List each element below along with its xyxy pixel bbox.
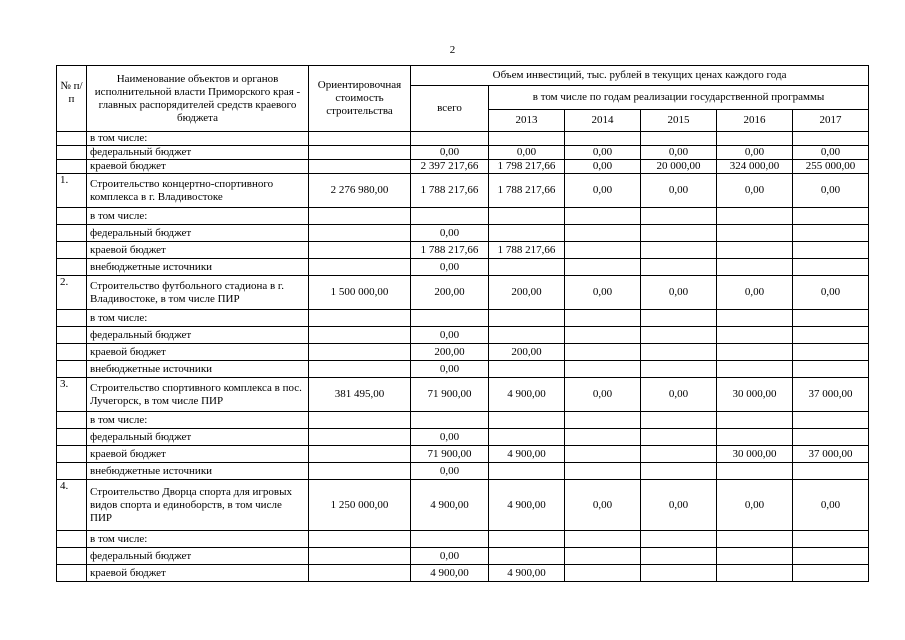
object-value: 0,00 bbox=[641, 174, 717, 208]
object-regional-value bbox=[565, 446, 641, 463]
cell-num bbox=[57, 327, 87, 344]
object-regional-value bbox=[717, 344, 793, 361]
summary-federal-value: 0,00 bbox=[411, 146, 489, 160]
object-regional-value: 200,00 bbox=[411, 344, 489, 361]
object-regional-value: 1 788 217,66 bbox=[411, 242, 489, 259]
object-federal-label: федеральный бюджет bbox=[87, 429, 309, 446]
object-incl-row bbox=[57, 208, 869, 225]
object-regional-value bbox=[717, 565, 793, 582]
object-incl-value bbox=[565, 531, 641, 548]
object-regional-value: 37 000,00 bbox=[793, 446, 869, 463]
object-extra-value bbox=[565, 463, 641, 480]
object-value: 1 788 217,66 bbox=[489, 174, 565, 208]
object-federal-value bbox=[717, 225, 793, 242]
cell-num bbox=[57, 344, 87, 361]
object-federal-value bbox=[717, 429, 793, 446]
object-name: Строительство Дворца спорта для игровых видов спорта и единоборств, в том числе ПИР bbox=[87, 480, 309, 531]
object-regional-value bbox=[641, 242, 717, 259]
object-extra-value bbox=[489, 259, 565, 276]
summary-regional-value: 20 000,00 bbox=[641, 160, 717, 174]
cell-cost bbox=[309, 412, 411, 429]
object-value: 4 900,00 bbox=[411, 480, 489, 531]
cell-cost bbox=[309, 327, 411, 344]
cell-cost bbox=[309, 242, 411, 259]
object-regional-value: 71 900,00 bbox=[411, 446, 489, 463]
object-incl-value bbox=[565, 208, 641, 225]
object-row bbox=[57, 276, 869, 310]
object-incl-label: в том числе: bbox=[87, 208, 309, 225]
object-federal-value bbox=[641, 327, 717, 344]
header-total: всего bbox=[411, 86, 489, 132]
object-value: 200,00 bbox=[489, 276, 565, 310]
object-federal-value bbox=[489, 327, 565, 344]
header-name: Наименование объектов и органов исполнительной власти Приморского края - главных распорядителей средств краевого бюджета bbox=[87, 66, 309, 132]
object-extra-value bbox=[793, 463, 869, 480]
cell-cost bbox=[309, 208, 411, 225]
object-incl-value bbox=[489, 412, 565, 429]
object-value: 0,00 bbox=[641, 378, 717, 412]
object-incl-row bbox=[57, 531, 869, 548]
object-value: 0,00 bbox=[717, 480, 793, 531]
object-regional-value bbox=[641, 344, 717, 361]
object-cost: 1 500 000,00 bbox=[309, 276, 411, 310]
object-extra-value bbox=[793, 361, 869, 378]
object-extra-value: 0,00 bbox=[411, 259, 489, 276]
cell-num bbox=[57, 225, 87, 242]
object-extra-row bbox=[57, 361, 869, 378]
cell-num bbox=[57, 361, 87, 378]
object-extra-value bbox=[565, 259, 641, 276]
object-incl-value bbox=[641, 310, 717, 327]
object-incl-value bbox=[717, 208, 793, 225]
header-volume: Объем инвестиций, тыс. рублей в текущих ценах каждого года bbox=[411, 66, 869, 86]
object-federal-value bbox=[565, 548, 641, 565]
object-value: 71 900,00 bbox=[411, 378, 489, 412]
object-regional-row bbox=[57, 446, 869, 463]
cell-cost bbox=[309, 361, 411, 378]
object-regional-value: 200,00 bbox=[489, 344, 565, 361]
object-value: 0,00 bbox=[565, 480, 641, 531]
object-incl-value bbox=[411, 412, 489, 429]
object-value: 1 788 217,66 bbox=[411, 174, 489, 208]
object-federal-value bbox=[717, 327, 793, 344]
object-incl-value bbox=[489, 208, 565, 225]
object-incl-value bbox=[565, 310, 641, 327]
cell-num bbox=[57, 208, 87, 225]
object-incl-value bbox=[717, 310, 793, 327]
object-num: 2. bbox=[57, 276, 87, 310]
object-num: 4. bbox=[57, 480, 87, 531]
summary-federal-row bbox=[57, 146, 869, 160]
summary-regional-label: краевой бюджет bbox=[87, 160, 309, 174]
object-incl-value bbox=[489, 310, 565, 327]
object-cost: 2 276 980,00 bbox=[309, 174, 411, 208]
summary-federal-label: федеральный бюджет bbox=[87, 146, 309, 160]
summary-regional-value: 0,00 bbox=[565, 160, 641, 174]
object-incl-row bbox=[57, 310, 869, 327]
object-incl-value bbox=[793, 208, 869, 225]
object-federal-value bbox=[565, 327, 641, 344]
summary-federal-value: 0,00 bbox=[489, 146, 565, 160]
cell-cost bbox=[309, 429, 411, 446]
object-value: 0,00 bbox=[793, 276, 869, 310]
header-year: 2016 bbox=[717, 110, 793, 132]
object-federal-value bbox=[565, 225, 641, 242]
cell-cost bbox=[309, 548, 411, 565]
object-extra-label: внебюджетные источники bbox=[87, 259, 309, 276]
object-incl-value bbox=[717, 531, 793, 548]
object-incl-value bbox=[489, 531, 565, 548]
object-extra-value: 0,00 bbox=[411, 361, 489, 378]
object-incl-value bbox=[411, 208, 489, 225]
object-incl-value bbox=[411, 310, 489, 327]
cell-cost bbox=[309, 310, 411, 327]
object-federal-row bbox=[57, 429, 869, 446]
object-federal-value bbox=[641, 429, 717, 446]
table-body bbox=[57, 132, 869, 582]
object-regional-value bbox=[565, 242, 641, 259]
cell-cost bbox=[309, 531, 411, 548]
object-regional-value: 30 000,00 bbox=[717, 446, 793, 463]
header-year: 2014 bbox=[565, 110, 641, 132]
object-regional-label: краевой бюджет bbox=[87, 565, 309, 582]
object-value: 0,00 bbox=[717, 174, 793, 208]
cell-num bbox=[57, 548, 87, 565]
object-incl-value bbox=[793, 310, 869, 327]
object-extra-value bbox=[489, 463, 565, 480]
object-value: 0,00 bbox=[565, 378, 641, 412]
object-row bbox=[57, 378, 869, 412]
summary-regional-value: 324 000,00 bbox=[717, 160, 793, 174]
object-extra-row bbox=[57, 463, 869, 480]
object-federal-value bbox=[793, 548, 869, 565]
object-name: Строительство спортивного комплекса в пос. Лучегорск, в том числе ПИР bbox=[87, 378, 309, 412]
object-incl-value bbox=[641, 531, 717, 548]
object-federal-value: 0,00 bbox=[411, 327, 489, 344]
summary-regional-row bbox=[57, 160, 869, 174]
object-federal-value bbox=[793, 327, 869, 344]
object-federal-value bbox=[793, 225, 869, 242]
cell-num bbox=[57, 310, 87, 327]
object-extra-value bbox=[793, 259, 869, 276]
object-incl-value bbox=[565, 412, 641, 429]
cell-cost bbox=[309, 259, 411, 276]
object-value: 0,00 bbox=[717, 276, 793, 310]
object-num: 1. bbox=[57, 174, 87, 208]
object-regional-label: краевой бюджет bbox=[87, 446, 309, 463]
object-federal-value bbox=[641, 548, 717, 565]
object-federal-value bbox=[489, 548, 565, 565]
object-name: Строительство футбольного стадиона в г. Владивостоке, в том числе ПИР bbox=[87, 276, 309, 310]
object-incl-label: в том числе: bbox=[87, 531, 309, 548]
object-federal-value bbox=[641, 225, 717, 242]
object-regional-row bbox=[57, 242, 869, 259]
summary-federal-value: 0,00 bbox=[717, 146, 793, 160]
object-value: 30 000,00 bbox=[717, 378, 793, 412]
object-federal-label: федеральный бюджет bbox=[87, 548, 309, 565]
object-regional-value: 4 900,00 bbox=[411, 565, 489, 582]
object-extra-label: внебюджетные источники bbox=[87, 361, 309, 378]
object-extra-value: 0,00 bbox=[411, 463, 489, 480]
summary-federal-value: 0,00 bbox=[793, 146, 869, 160]
object-value: 0,00 bbox=[793, 480, 869, 531]
object-regional-label: краевой бюджет bbox=[87, 242, 309, 259]
object-incl-value bbox=[411, 531, 489, 548]
object-federal-value bbox=[489, 429, 565, 446]
object-regional-value: 4 900,00 bbox=[489, 446, 565, 463]
cell-num bbox=[57, 565, 87, 582]
summary-regional-value: 1 798 217,66 bbox=[489, 160, 565, 174]
object-cost: 1 250 000,00 bbox=[309, 480, 411, 531]
object-incl-label: в том числе: bbox=[87, 310, 309, 327]
object-incl-row bbox=[57, 412, 869, 429]
page-number: 2 bbox=[449, 44, 456, 56]
object-federal-value bbox=[489, 225, 565, 242]
cell-cost bbox=[309, 225, 411, 242]
summary-regional-value: 2 397 217,66 bbox=[411, 160, 489, 174]
object-extra-value bbox=[641, 463, 717, 480]
object-value: 0,00 bbox=[793, 174, 869, 208]
summary-incl-row bbox=[57, 132, 869, 146]
cell-num bbox=[57, 463, 87, 480]
object-federal-value: 0,00 bbox=[411, 548, 489, 565]
cell-num bbox=[57, 429, 87, 446]
object-regional-value bbox=[641, 565, 717, 582]
object-federal-value bbox=[793, 429, 869, 446]
summary-federal-value: 0,00 bbox=[565, 146, 641, 160]
object-federal-row bbox=[57, 327, 869, 344]
object-regional-row bbox=[57, 344, 869, 361]
header-cost: Ориентировочная стоимость строительства bbox=[309, 66, 411, 132]
object-value: 4 900,00 bbox=[489, 378, 565, 412]
object-num: 3. bbox=[57, 378, 87, 412]
object-regional-value bbox=[793, 344, 869, 361]
summary-incl-label: в том числе: bbox=[87, 132, 309, 146]
object-incl-value bbox=[641, 208, 717, 225]
object-row bbox=[57, 480, 869, 531]
object-value: 4 900,00 bbox=[489, 480, 565, 531]
object-regional-value bbox=[793, 565, 869, 582]
object-value: 0,00 bbox=[565, 276, 641, 310]
object-value: 37 000,00 bbox=[793, 378, 869, 412]
cell-num bbox=[57, 446, 87, 463]
object-regional-value: 1 788 217,66 bbox=[489, 242, 565, 259]
object-extra-value bbox=[717, 463, 793, 480]
cell-cost bbox=[309, 565, 411, 582]
object-extra-value bbox=[641, 259, 717, 276]
object-extra-value bbox=[717, 361, 793, 378]
cell-cost bbox=[309, 463, 411, 480]
cell-cost bbox=[309, 344, 411, 361]
object-regional-value: 4 900,00 bbox=[489, 565, 565, 582]
investment-table bbox=[56, 65, 869, 582]
object-incl-value bbox=[793, 531, 869, 548]
object-federal-row bbox=[57, 548, 869, 565]
summary-regional-value: 255 000,00 bbox=[793, 160, 869, 174]
object-value: 0,00 bbox=[565, 174, 641, 208]
header-num: № п/п bbox=[57, 66, 87, 132]
object-extra-value bbox=[565, 361, 641, 378]
header-by-years: в том числе по годам реализации государственной программы bbox=[489, 86, 869, 110]
object-incl-label: в том числе: bbox=[87, 412, 309, 429]
object-incl-value bbox=[793, 412, 869, 429]
cell-num bbox=[57, 412, 87, 429]
object-regional-value bbox=[793, 242, 869, 259]
object-regional-value bbox=[717, 242, 793, 259]
cell-num bbox=[57, 531, 87, 548]
object-incl-value bbox=[641, 412, 717, 429]
cell-num bbox=[57, 242, 87, 259]
object-extra-label: внебюджетные источники bbox=[87, 463, 309, 480]
object-regional-value bbox=[565, 344, 641, 361]
header-year: 2017 bbox=[793, 110, 869, 132]
cell-num bbox=[57, 259, 87, 276]
object-federal-value: 0,00 bbox=[411, 429, 489, 446]
object-incl-value bbox=[717, 412, 793, 429]
object-federal-value bbox=[717, 548, 793, 565]
object-extra-value bbox=[717, 259, 793, 276]
object-regional-value bbox=[641, 446, 717, 463]
cell-cost bbox=[309, 446, 411, 463]
object-value: 0,00 bbox=[641, 480, 717, 531]
object-extra-value bbox=[489, 361, 565, 378]
object-cost: 381 495,00 bbox=[309, 378, 411, 412]
object-value: 200,00 bbox=[411, 276, 489, 310]
object-regional-row bbox=[57, 565, 869, 582]
object-name: Строительство концертно-спортивного комплекса в г. Владивостоке bbox=[87, 174, 309, 208]
summary-federal-value: 0,00 bbox=[641, 146, 717, 160]
header-year: 2015 bbox=[641, 110, 717, 132]
object-federal-value: 0,00 bbox=[411, 225, 489, 242]
object-federal-row bbox=[57, 225, 869, 242]
cell-num bbox=[57, 132, 87, 146]
object-regional-value bbox=[565, 565, 641, 582]
object-federal-label: федеральный бюджет bbox=[87, 327, 309, 344]
object-extra-value bbox=[641, 361, 717, 378]
object-regional-label: краевой бюджет bbox=[87, 344, 309, 361]
object-value: 0,00 bbox=[641, 276, 717, 310]
header-year: 2013 bbox=[489, 110, 565, 132]
object-federal-value bbox=[565, 429, 641, 446]
object-row bbox=[57, 174, 869, 208]
object-extra-row bbox=[57, 259, 869, 276]
object-federal-label: федеральный бюджет bbox=[87, 225, 309, 242]
